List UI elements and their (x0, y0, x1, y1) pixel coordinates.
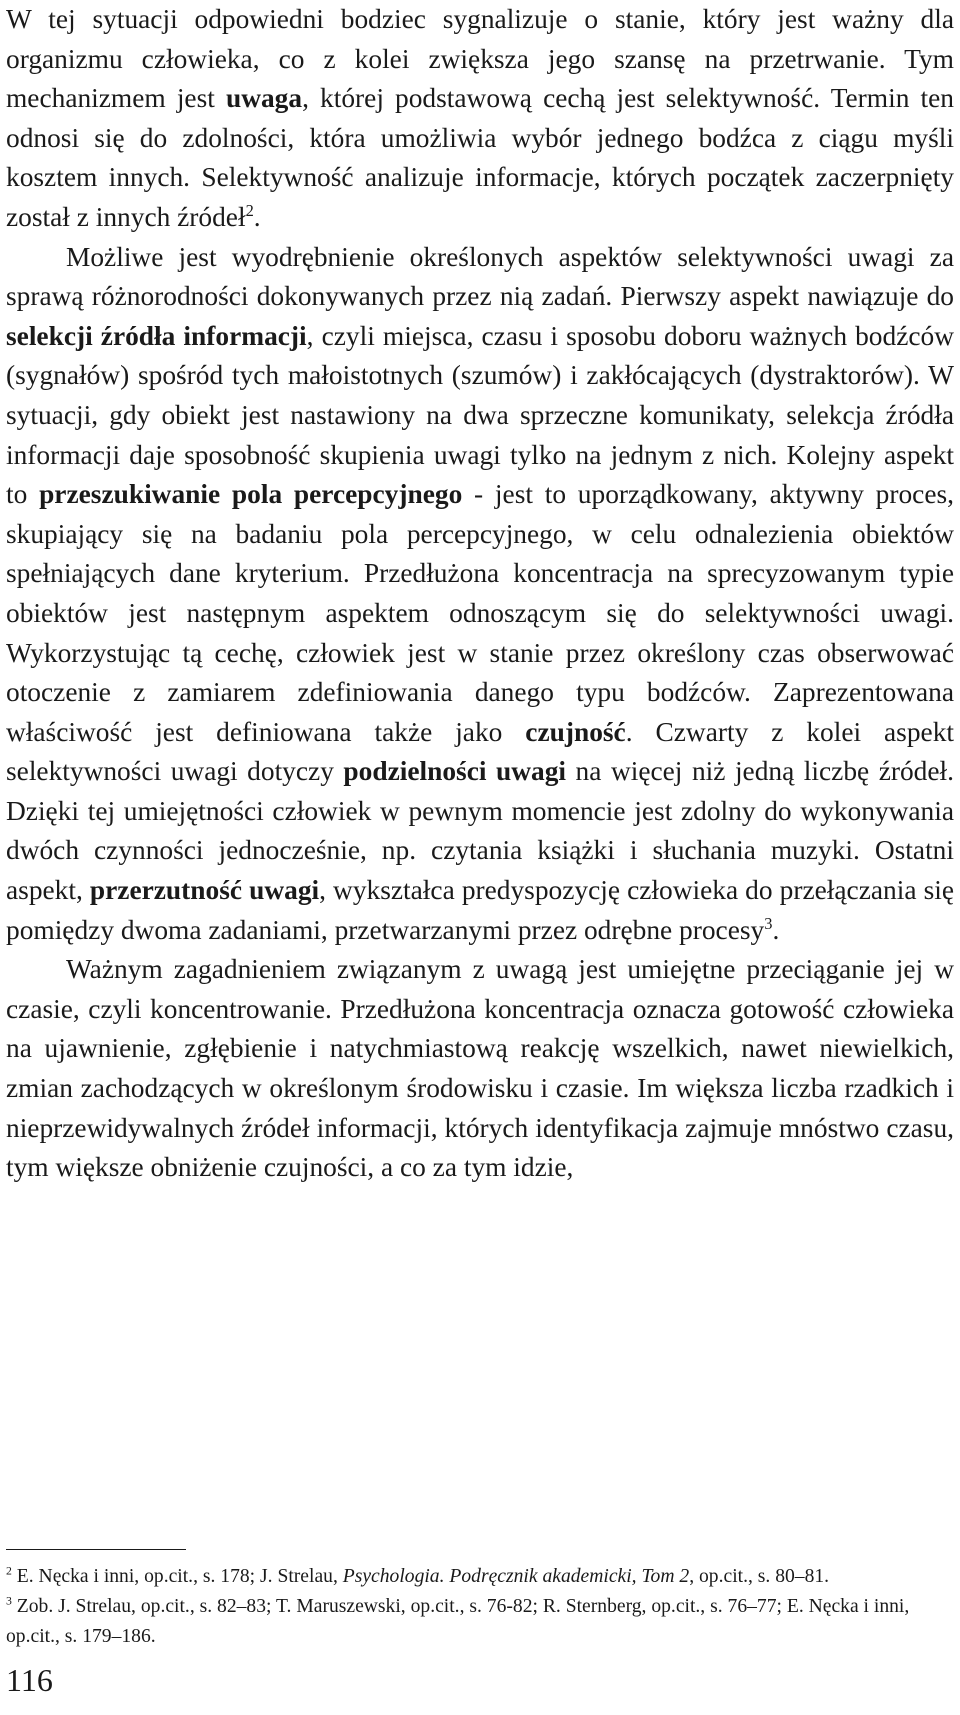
footnote-ref: 3 (6, 1594, 12, 1608)
italic-title: Psychologia. Podręcznik akademicki, Tom 2 (342, 1566, 690, 1587)
footnote-ref: 2 (6, 1564, 12, 1578)
footnote-divider (6, 1549, 186, 1550)
footnote-ref: 3 (764, 913, 773, 933)
emphasis-text: selekcji źródła informacji (6, 320, 307, 351)
main-text (6, 0, 954, 1188)
page-number: 116 (6, 1662, 53, 1698)
text-run: Zob. J. Strelau, op.cit., s. 82–83; T. Maruszewski, op.cit., s. 76-82; R. Sternberg, op.cit., s. 76–77; E. Nęcka i inni, op.cit., s. 179–186. (6, 1596, 910, 1647)
text-run: na więcej niż jedną liczbę źródeł. Dzięki tej umiejętności człowiek w pewnym momencie jest zdolny do wykonywania dwóch czynności jednocześnie, np. czytania książki i słuchania muzyki. Ostatni aspekt, (6, 756, 954, 906)
footnote (6, 1562, 954, 1592)
paragraph (6, 0, 954, 238)
emphasis-text: uwaga (225, 83, 303, 114)
emphasis-text: przeszukiwanie pola percepcyjnego (39, 479, 463, 510)
text-run: , wykształca predyspozycję człowieka do przełączania się pomiędzy dwoma zadaniami, przetwarzanymi przez odrębne procesy (6, 875, 954, 945)
text-run: Ważnym zagadnieniem związanym z uwagą jest umiejętne przeciąganie jej w czasie, czyli koncentrowanie. Przedłużona koncentracja oznacza gotowość człowieka na ujawnienie, zgłębienie i natychmiastową reakcję wszelkich, nawet niewielkich, zmian zachodzących w określonym środowisku i czasie. Im większa liczba rzadkich i nieprzewidywalnych źródeł informacji, których identyfikacja zajmuje mnóstwo czasu, tym większe obniżenie czujności, a co za tym idzie, (6, 954, 954, 1183)
footnote (6, 1592, 954, 1652)
emphasis-text: podzielności uwagi (343, 756, 567, 787)
emphasis-text: czujność (525, 716, 626, 747)
text-run: W tej sytuacji odpowiedni bodziec sygnalizuje o stanie, który jest ważny dla organizmu człowieka, co z kolei zwiększa jego szansę na przetrwanie. Tym mechanizmem jest (6, 4, 954, 114)
footnote-ref: 2 (245, 200, 254, 220)
text-run: , której podstawową cechą jest selektywność. Termin ten odnosi się do zdolności, która umożliwia wybór jednego bodźca z ciągu myśli kosztem innych. Selektywność analizuje informacje, których początek zaczerpnięty został z innych źródeł (6, 83, 954, 232)
text-run: . Czwarty z kolei aspekt selektywności uwagi dotyczy (6, 716, 954, 787)
text-run: - jest to uporządkowany, aktywny proces, skupiający się na badaniu pola percepcyjnego, w celu odnalezienia obiektów spełniających dane kryterium. Przedłużona koncentracja na sprecyzowanym typie obiektów jest następnym aspektem odnoszącym się do selektywności uwagi. Wykorzystując tą cechę, człowiek jest w stanie przez określony czas obserwować otoczenie z zamiarem zdefiniowania danego typu bodźców. Zaprezentowana właściwość jest definiowana także jako (6, 479, 954, 747)
emphasis-text: przerzutność uwagi (89, 875, 320, 906)
text-run: . (772, 914, 780, 945)
paragraph (6, 238, 954, 951)
text-run: , op.cit., s. 80–81. (689, 1566, 830, 1587)
text-run: E. Nęcka i inni, op.cit., s. 178; J. Strelau, (11, 1566, 343, 1587)
footnotes (6, 1562, 954, 1652)
text-run: Możliwe jest wyodrębnienie określonych aspektów selektywności uwagi za sprawą różnorodności dokonywanych przez nią zadań. Pierwszy aspekt nawiązuje do (6, 241, 954, 312)
page-body (6, 0, 954, 1188)
text-run: , czyli miejsca, czasu i sposobu doboru ważnych bodźców (sygnałów) spośród tych małoistotnych (szumów) i zakłócających (dystraktorów). W sytuacji, gdy obiekt jest nastawiony na dwa sprzeczne komunikaty, selekcja źródła informacji daje sposobność skupienia uwagi tylko na jednym z nich. Kolejny aspekt to (6, 320, 954, 510)
paragraph (6, 950, 954, 1188)
text-run: . (253, 201, 261, 232)
